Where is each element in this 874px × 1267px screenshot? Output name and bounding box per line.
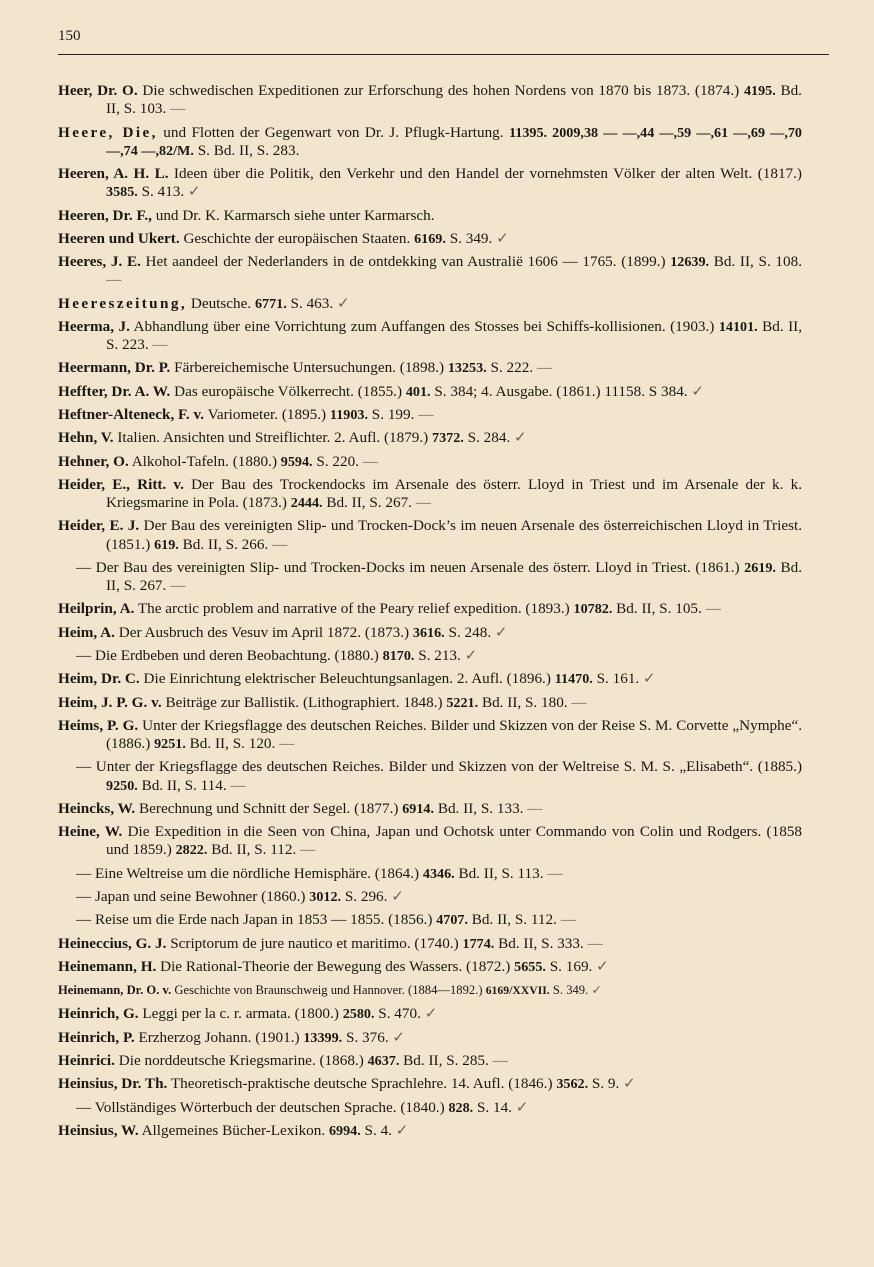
sub-entry [58,911,802,929]
entry-reference: Bd. II, S. 285. [399,1052,489,1070]
catalog-entry [58,694,802,712]
catalog-entry [58,1122,802,1140]
entry-reference: S. 14. [473,1098,512,1116]
entry-reference: S. 248. [444,623,492,641]
entry-name: Heider, E., Ritt. v. [58,475,184,493]
entry-number: 828. [448,1099,474,1116]
entry-mark: ✓ [619,1075,636,1093]
catalog-entry [58,935,802,953]
sub-entry [58,647,802,665]
entry-number: 619. [154,536,179,553]
catalog-entry [58,517,802,553]
entry-number: 9594. [280,453,313,470]
catalog-entry [58,359,802,377]
entry-mark: ✓ [592,957,609,975]
entry-title: Der Bau des Trockendocks im Arsenale des österr. Lloyd in Triest und im Arsenale der k. k. Kriegsmarine in Pola. (1873.) [106,475,802,512]
entry-name: — [76,911,95,929]
entry-title: Ideen über die Politik, den Verkehr und den Handel der vornehmsten Völker der alten Welt. (1817.) [168,165,802,182]
entry-reference: Bd. II, S. 180. [478,693,568,711]
entry-number: 10782. [573,601,613,618]
entry-name: Heeres, J. E. [58,253,141,271]
entry-reference: Bd. II, S. 108. [709,253,802,271]
entry-name: Heinrici. [58,1052,115,1070]
catalog-entry [58,981,802,1000]
entry-title: Eine Weltreise um die nördliche Hemisphäre. (1864.) [94,864,423,882]
entry-number: 4346. [422,865,455,882]
entry-title: The arctic problem and narrative of the Peary relief expedition. (1893.) [134,600,574,618]
entry-reference: S. 349. [549,983,589,998]
catalog-entry [58,82,802,118]
entry-title: und Dr. K. Karmarsch siehe unter [151,206,365,224]
entry-number: 13399. [303,1029,343,1046]
entry-title: Het aandeel der Nederlanders in de ontdekking van Australië 1606 — 1765. (1899.) [140,253,671,271]
entry-reference: S. 213. [414,646,461,664]
catalog-entry [58,1075,802,1093]
page-number: 150 [58,28,81,44]
entry-list [58,82,802,1145]
entry-number: 13253. [447,360,487,377]
entry-mark: — [296,841,316,859]
entry-name: Heerma, J. [58,317,130,335]
entry-name: Heinrich, G. [58,1005,139,1023]
entry-mark: ✓ [420,1005,438,1023]
entry-mark: ✓ [388,1028,406,1046]
entry-mark: — [488,1052,508,1070]
entry-title: Variometer. (1895.) [204,405,330,423]
catalog-entry [58,717,802,753]
entry-name: Heim, A. [58,623,115,641]
entry-number: 2580. [342,1006,375,1023]
catalog-entry [58,230,802,248]
sub-entry [58,865,802,883]
entry-title: Die schwedischen Expeditionen zur Erforschung des hohen Nordens von 1870 bis 1873. (1874.) [137,82,744,99]
catalog-entry [58,253,802,289]
entry-number: 11903. [329,406,368,423]
entry-reference: S. Bd. II, S. 283. [193,141,300,159]
entry-title: Unter der Kriegsflagge des deutschen Reiches. Bilder und Skizzen von der Reise S. M. Corvette „Nymphe“. (1886.) [106,716,802,753]
entry-name: Heilprin, A. [58,600,135,618]
entry-title: Alkohol-Tafeln. (1880.) [128,452,281,470]
entry-name: Heer, Dr. O. [58,82,138,99]
entry-reference: S. 470. [374,1005,421,1023]
entry-name: Heinrich, P. [58,1028,135,1046]
entry-number: 4637. [367,1053,400,1070]
catalog-entry [58,207,802,225]
entry-reference: S. 463. [286,294,334,312]
entry-mark: — [359,452,378,470]
entry-name: Heim, Dr. C. [58,670,140,688]
entry-title: Allgemeines Bücher-Lexikon. [138,1121,329,1139]
entry-reference: Bd. II, S. 267. [106,558,802,595]
catalog-entry [58,1005,802,1023]
entry-number: 401. [405,383,431,400]
entry-mark: — [275,735,295,753]
entry-title: Geschichte der europäischen Staaten. [179,229,415,247]
entry-title: Beiträge zur Ballistik. (Lithographiert. 1848.) [161,693,447,711]
entry-reference: S. 413. [137,183,185,201]
entry-mark: ✓ [687,382,705,400]
entry-mark: — [523,799,543,817]
entry-mark: ✓ [184,183,201,201]
entry-number: 6169. [414,230,446,247]
catalog-entry [58,476,802,512]
entry-mark: — [226,776,246,794]
entry-mark: — [567,693,587,711]
entry-name: Heinsius, W. [58,1121,139,1139]
entry-mark: — [414,405,434,423]
entry-mark: ✓ [460,646,478,664]
sub-entry [58,888,802,906]
entry-name: — [76,1098,95,1116]
entry-name: Heineccius, G. J. [58,934,167,952]
entry-number: 3585. [106,184,138,201]
entry-reference: S. 222. [486,359,534,377]
entry-title: Die Erdbeben und deren Beobachtung. (1880.) [94,646,383,664]
entry-number: 4195. [743,83,776,99]
catalog-entry [58,958,802,976]
entry-name: Heeren, A. H. L. [58,165,169,182]
entry-reference: S. 169. [545,957,593,975]
entry-title: Der Bau des vereinigten Slip- und Trocken-Docks im neuen Arsenale des österr. Lloyd in Triest. (1861.) [95,558,745,576]
entry-number: 3012. [309,888,342,905]
entry-number: 6914. [402,800,435,817]
entry-reference: Bd. II, S. 103. [106,82,802,118]
catalog-entry [58,1052,802,1070]
entry-title: Das europäische Völkerrecht. (1855.) [170,382,406,400]
entry-number: 6994. [328,1122,361,1139]
catalog-entry [58,453,802,471]
entry-number: 11470. [554,671,593,688]
entry-title: Unter der Kriegsflagge des deutschen Reiches. Bilder und Skizzen von der Weltreise S. M. S. „Elisabeth“. (1885.) [95,758,803,776]
entry-reference: S. 9. [588,1075,620,1093]
entry-name: Heeren und Ukert. [58,229,180,247]
entry-name: — [76,864,95,882]
entry-reference: S. 220. [312,452,359,470]
entry-mark: ✓ [491,623,508,641]
entry-title: Italien. Ansichten und Streiflichter. 2. Aufl. (1879.) [113,429,433,447]
entry-number: 1774. [462,935,495,952]
entry-name: Heffter, Dr. A. W. [58,382,171,400]
catalog-entry [58,124,802,160]
entry-title: Vollständiges Wörterbuch der deutschen Sprache. (1840.) [94,1098,449,1116]
entry-title: Theoretisch-praktische deutsche Sprachlehre. 14. Aufl. (1846.) [167,1075,557,1093]
entry-number: 9251. [154,736,186,753]
catalog-entry [58,429,802,447]
entry-reference: Bd. II, S. 223. [106,317,802,354]
entry-number: 8170. [382,647,415,664]
entry-mark: ✓ [492,229,509,247]
entry-number: 2444. [290,495,323,512]
entry-reference: Bd. II, S. 333. [494,934,584,952]
entry-title: Erzherzog Johann. (1901.) [134,1028,304,1046]
sub-entry [58,559,802,595]
entry-title: Japan und seine Bewohner (1860.) [94,887,310,905]
sub-entry [58,758,802,794]
entry-number: 3562. [556,1076,589,1093]
entry-name: Hehn, V. [58,429,114,447]
entry-name: Heinsius, Dr. Th. [58,1075,168,1093]
entry-reference: Bd. II, S. 112. [207,841,297,859]
entry-name: Heftner-Alteneck, F. v. [58,405,205,423]
entry-number: 2822. [175,842,208,859]
entry-title: Der Ausbruch des Vesuv im April 1872. (1873.) [114,623,413,641]
entry-mark: ✓ [511,1098,529,1116]
entry-name: Heinemann, H. [58,957,157,975]
catalog-entry [58,295,802,313]
entry-name: Heere, Die, [58,123,158,141]
entry-reference: Karmarsch. [364,206,435,224]
entry-number: 9250. [106,777,138,794]
entry-number: 2619. [744,559,776,576]
entry-title: Geschichte von Braunschweig und Hannover. (1884—1892.) [171,983,486,998]
entry-name: Heider, E. J. [58,517,140,535]
entry-mark: — [556,911,576,929]
sub-entry [58,1099,802,1117]
catalog-entry [58,600,802,618]
catalog-entry [58,383,802,401]
catalog-entry [58,823,802,859]
entry-mark: ✓ [391,1121,409,1139]
entry-reference: Bd. II, S. 266. [178,535,269,553]
entry-name: — [76,558,96,576]
header-rule [58,54,829,55]
catalog-entry [58,624,802,642]
entry-name: Heine, W. [58,823,123,841]
entry-title: Reise um die Erde nach Japan in 1853 — 1855. (1856.) [94,911,437,929]
entry-title: Die Expedition in die Seen von China, Japan und Ochotsk unter Commando von Colin und Rodgers. (1858 und 1859.) [106,823,802,859]
entry-reference: S. 384; 4. Ausgabe. (1861.) 11158. S 384. [430,382,688,400]
catalog-entry [58,406,802,424]
catalog-entry [58,800,802,818]
catalog-entry [58,318,802,354]
entry-mark: ✓ [639,670,656,688]
entry-number: 5655. [514,958,546,975]
entry-reference: S. 376. [342,1028,389,1046]
catalog-entry [58,165,802,201]
entry-mark: — [543,864,563,882]
entry-number: 11395. 2009,38 — —,44 —,59 —,61 —,69 —,70 —,74 —,82/M. [106,124,802,159]
entry-name: — [76,758,96,776]
entry-reference: Bd. II, S. 267. [322,494,412,512]
entry-mark: — [583,934,603,952]
entry-title: Färbereichemische Untersuchungen. (1898.) [170,359,448,377]
entry-reference: S. 4. [360,1121,392,1139]
entry-title: und Flotten der Gegenwart von Dr. J. Pflugk-Hartung. [157,123,509,141]
entry-title: Berechnung und Schnitt der Segel. (1877.) [135,799,403,817]
entry-number: 12639. [670,254,710,271]
entry-mark: ✓ [387,887,404,905]
catalog-entry [58,1029,802,1047]
entry-title: Die norddeutsche Kriegsmarine. (1868.) [114,1052,368,1070]
entry-reference: S. 284. [463,429,511,447]
entry-title: Scriptorum de jure nautico et maritimo. (1740.) [166,934,463,952]
entry-title: Abhandlung über eine Vorrichtung zum Auffangen des Stosses bei Schiffs-kollisionen. (1903.) [129,317,719,335]
entry-mark: — [166,577,186,595]
entry-number: 5221. [446,694,479,711]
entry-name: — [76,646,95,664]
entry-name: Heereszeitung, [58,294,188,312]
entry-reference: S. 199. [368,405,415,423]
entry-mark: ✓ [510,429,527,447]
entry-mark: — [166,100,186,118]
entry-mark: — [411,494,431,512]
entry-number: 6771. [254,295,287,312]
entry-reference: S. 349. [445,229,493,247]
entry-mark: — [533,359,553,377]
entry-number: 4707. [436,912,468,929]
entry-number: 3616. [412,624,445,641]
entry-title: Leggi per la c. r. armata. (1800.) [138,1005,343,1023]
entry-title: Der Bau des vereinigten Slip- und Trocken-Dock’s im neuen Arsenale des österreichischen Lloyd in Triest. (1851.) [106,517,802,553]
entry-title: Die Einrichtung elektrischer Beleuchtungsanlagen. 2. Aufl. (1896.) [139,670,555,688]
entry-title: Deutsche. [187,294,255,312]
entry-name: — [76,887,95,905]
entry-name: Heeren, Dr. F., [58,206,152,224]
entry-mark: — [148,336,168,354]
entry-reference: S. 296. [341,887,388,905]
entry-mark: — [268,535,288,553]
entry-name: Heinemann, Dr. O. v. [58,983,172,998]
entry-title: Die Rational-Theorie der Bewegung des Wassers. (1872.) [156,957,515,975]
entry-name: Heincks, W. [58,799,136,817]
entry-name: Heermann, Dr. P. [58,359,171,377]
entry-reference: Bd. II, S. 105. [612,600,702,618]
entry-reference: S. 161. [592,670,640,688]
entry-name: Hehner, O. [58,452,129,470]
entry-number: 7372. [432,430,464,447]
entry-number: 14101. [718,318,758,335]
entry-name: Heim, J. P. G. v. [58,693,162,711]
entry-mark: ✓ [588,983,602,998]
entry-reference: Bd. II, S. 113. [454,864,544,882]
entry-reference: Bd. II, S. 114. [137,776,227,794]
entry-mark: — [701,600,721,618]
entry-reference: Bd. II, S. 133. [434,799,524,817]
entry-number: 6169/XXVII. [485,984,550,998]
entry-reference: Bd. II, S. 112. [468,911,557,929]
entry-mark: ✓ [333,294,350,312]
entry-name: Heims, P. G. [58,716,139,734]
catalog-entry [58,670,802,688]
entry-mark: — [106,271,122,289]
entry-reference: Bd. II, S. 120. [185,735,276,753]
